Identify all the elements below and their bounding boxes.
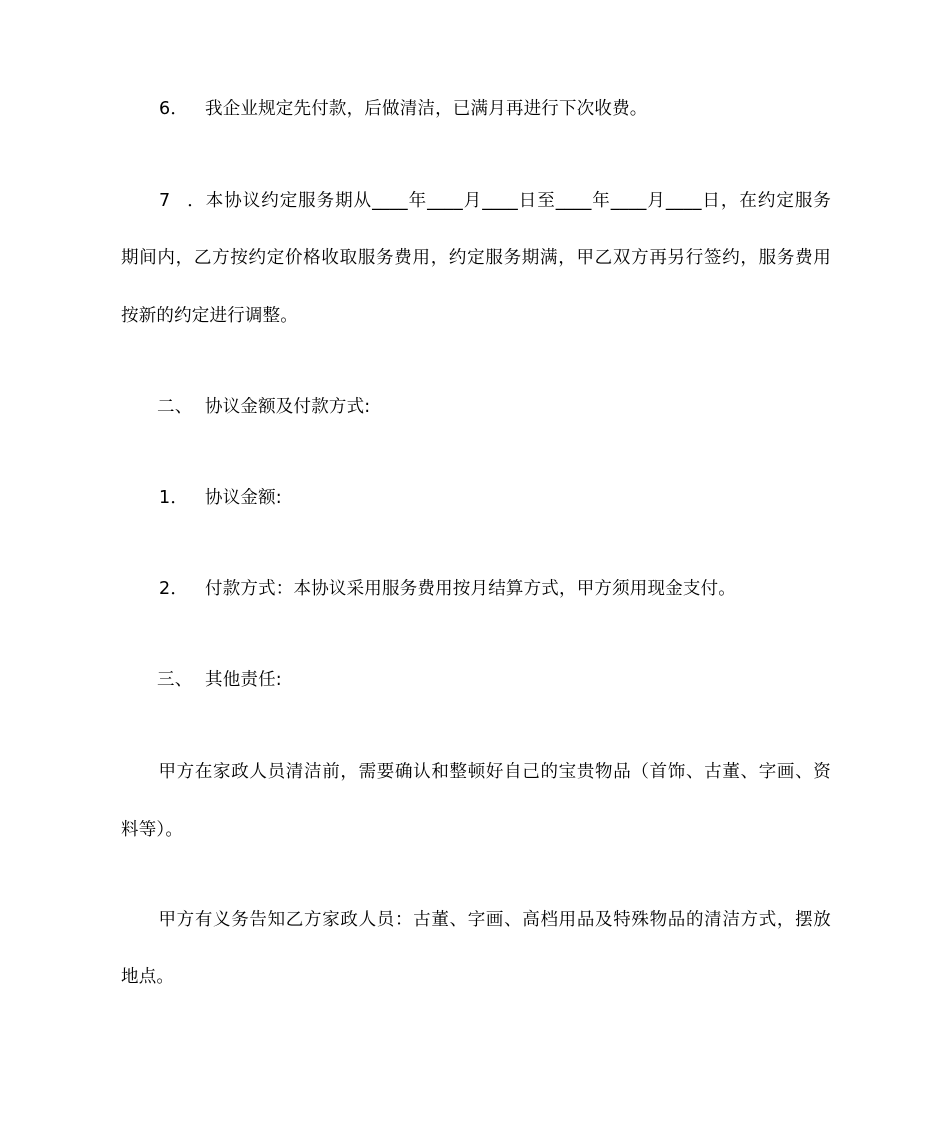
item-number: 6． <box>159 99 189 119</box>
item-7-line-1 <box>121 189 831 213</box>
paragraph-2-line-2: 地点。 <box>121 967 175 987</box>
item-text: 本协议约定服务期从____年____月____日至____年____月____日，在约定服务 <box>205 191 831 211</box>
item-text: 付款方式：本协议采用服务费用按月结算方式，甲方须用现金支付。 <box>205 579 736 599</box>
paragraph-1-line-2: 料等）。 <box>121 820 184 840</box>
section-title: 其他责任: <box>205 670 282 690</box>
sub-item-2 <box>121 577 831 601</box>
item-6 <box>121 97 831 121</box>
sub-item-1 <box>121 486 831 510</box>
section-3-heading <box>121 668 831 692</box>
paragraph-text: 甲方在家政人员清洁前，需要确认和整顿好自己的宝贵物品（首饰、古董、字画、资 <box>158 762 831 782</box>
item-7-line-2: 期间内，乙方按约定价格收取服务费用，约定服务期满，甲乙双方再另行签约，服务费用 <box>121 248 831 268</box>
item-text: 协议金额: <box>205 488 282 508</box>
section-2-heading <box>121 395 831 419</box>
item-7-line-3: 按新的约定进行调整。 <box>121 306 298 326</box>
item-text: 我企业规定先付款，后做清洁，已满月再进行下次收费。 <box>205 99 648 119</box>
item-number: 7． <box>159 191 205 211</box>
section-title: 协议金额及付款方式: <box>205 397 371 417</box>
section-number: 二、 <box>157 397 193 417</box>
paragraph-text: 甲方有义务告知乙方家政人员：古董、字画、高档用品及特殊物品的清洁方式，摆放 <box>158 910 831 930</box>
paragraph-2-line-1 <box>121 908 831 932</box>
paragraph-1-line-1 <box>121 760 831 784</box>
section-number: 三、 <box>157 670 193 690</box>
item-number: 1． <box>159 488 189 508</box>
item-number: 2． <box>159 579 189 599</box>
